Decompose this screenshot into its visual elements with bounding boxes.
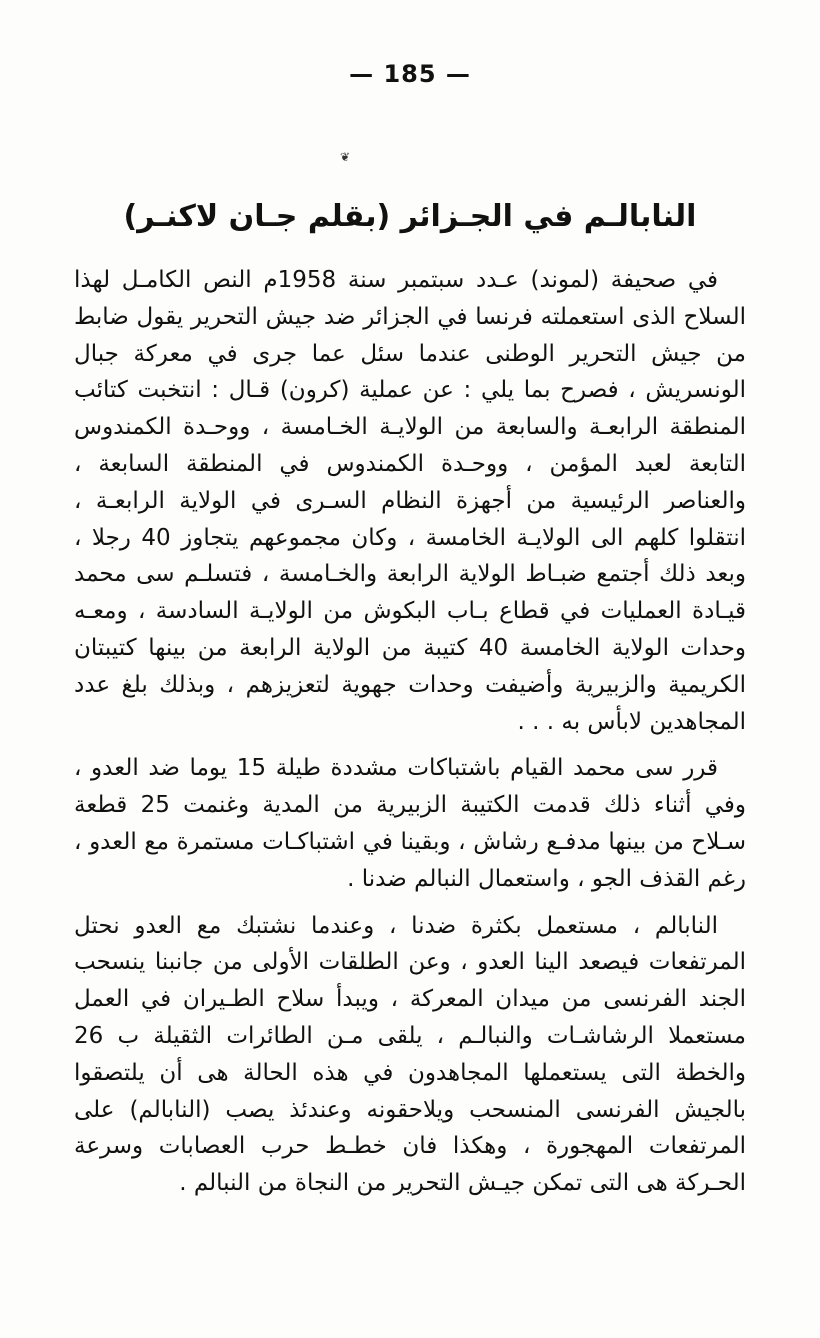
paragraph: قرر سى محمد القيام باشتباكات مشددة طيلة 15 يوما ضد العدو ، وفي أثناء ذلك قدمت الكتيبة الزبيرية من المدية وغنمت 25 قطعة سـلاح من بينها مدفـع رشاش ، وبقينا في اشتباكـات مستمرة مع العدو ، رغم القذف الجو ، واستعمال النبالم ضدنا . — [74, 755, 747, 892]
chapter-title: النابالـم في الجـزائر (بقلم جـان لاكنـر) — [123, 199, 697, 234]
paragraph: النابالم ، مستعمل بكثرة ضدنا ، وعندما نشتبك مع العدو نحتل المرتفعات فيصعد الينا العدو ، وعن الطلقات الأولى من جانبنا ينسحب الجند الفرنسى من ميدان المعركة ، ويبدأ سلاح الطـيران في العمل مستعملا الرشاشـات والنبالـم ، يلقى مـن الطائرات الثقيلة ب 26 والخطة التى يستعملها المجاهدون في هذه الحالة هى أن يلتصقوا بالجيش الفرنسى المنسحب ويلاحقونه وعندئذ يصب (النابالم) على المرتفعات المهجورة ، وهكذا فان خطـط حرب العصابات وسرعة الحـركة هى التى تمكن جيـش التحرير من النجاة من النبالم . — [74, 912, 746, 1197]
paragraph: في صحيفة (لموند) عـدد سبتمبر سنة 1958م النص الكامـل لهذا السلاح الذى استعملته فرنسا في الجزائر ضد جيش التحرير يقول ضابط من جيش التحرير الوطنى عندما سئل عما جرى في معركة جبال الونسريش ، فصرح بما يلي : عن عملية (كرون) قـال : انتخبت كتائب المنطقة الرابعـة والسابعة من الولايـة الخـامسة ، ووحـدة الكمندوس التابعة لعبد المؤمن ، ووحـدة الكمندوس في المنطقة السابعة ، والعناصر الرئيسية من أجهزة النظام السـرى في الولاية الرابعـة ، انتقلوا كلهم الى الولايـة الخامسة ، وكان مجموعهم يتجاوز 40 رجلا ، وبعد ذلك أجتمع ضبـاط الولاية الرابعة والخـامسة ، فتسلـم سى محمد قيـادة العمليات في قطاع بـاب البكوش من الولايـة السادسة ، ومعـه وحدات الولاية الخامسة 40 كتيبة من الولاية الرابعة من بينها كتيبتان الكريمية والزبيرية وأضيفت وحدات جهوية لتعزيزهم ، وبذلك بلغ عدد المجاهدين لابأس به . . . — [74, 267, 747, 735]
ornament-icon: ❦ — [340, 150, 351, 164]
page-number: — 185 — — [349, 60, 471, 88]
body-text — [74, 262, 746, 1212]
